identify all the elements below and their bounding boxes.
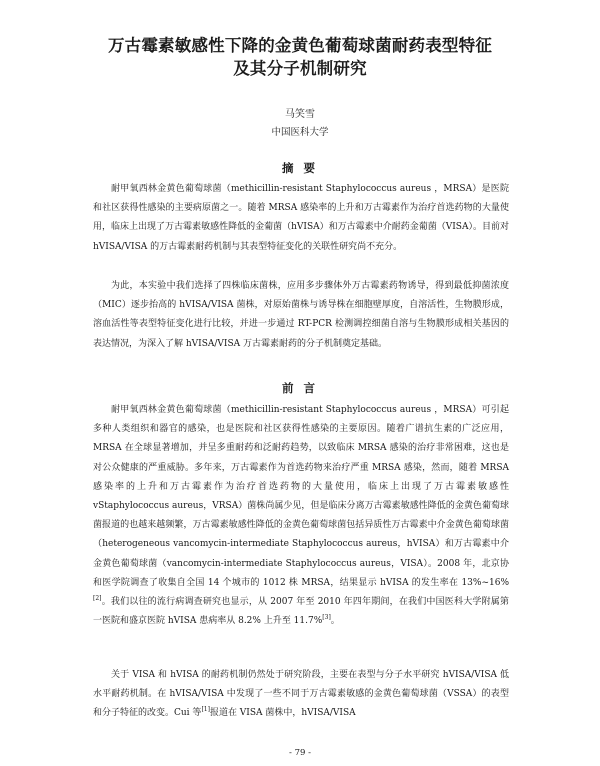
preface-paragraph-2 — [93, 666, 509, 724]
citation-3: [3] — [322, 614, 331, 622]
author-affiliation: 中国医科大学 — [271, 127, 329, 138]
abstract-paragraph-2: 为此，本实验中我们选择了四株临床菌株，应用多步骤体外万古霉素药物诱导，得到最低抑菌浓度（MIC）逐步抬高的 hVISA/VISA 菌株，对原始菌株与诱导株在细胞壁厚度，自溶活性，生物膜形成，溶血活性等表型特征变化进行比较，并进一步通过 RT-PCR 检测调控细菌自溶与生物膜形成相关基因的表达情况，为深入了解 hVISA/VISA 万古霉素耐药的分子机制奠定基础。 — [93, 281, 509, 349]
preface-heading: 前 言 — [281, 381, 318, 395]
preface-p1-text-a: 耐甲氧西林金黄色葡萄球菌（methicillin-resistant Staphylococcus aureus ，MRSA）可引起多种人类组织和器官的感染，也是医院和社区获得性感染的主要原因。随着广谱抗生素的广泛应用，MRSA 在全球显著增加，并呈多重耐药和泛耐药趋势，以致临床 MRSA 感染的治疗非常困难，这也是对公众健康的严重威胁。多年来，万古霉素作为首选药物来治疗严重 MRSA 感染，然而，随着 MRSA 感染率的上升和万古霉素作为治疗首选药物的大量使用，临床上出现了万古霉素敏感性 vStaphylococcus aureus，VRSA）菌株尚属少见，但是临床分离万古霉素敏感性降低的金黄色葡萄球菌报道的也越来越频繁，万古霉素敏感性降低的金黄色葡萄球菌包括异质性万古霉素中介金黄色葡萄球菌（heterogeneous vancomycin-intermediate Staphylococcus aureus，hVISA）和万古霉素中介金黄色葡萄球菌（vancomycin-intermediate Staphylococcus aureus，VISA）。2008 年，北京协和医学院调查了收集自全国 14 个城市的 1012 株 MRSA，结果显示 hVISA 的发生率在 13%~16% — [93, 405, 509, 588]
author-name: 马笑雪 — [285, 109, 315, 120]
preface-paragraph-1 — [93, 401, 509, 631]
citation-2: [2] — [93, 595, 102, 603]
preface-p2-text-b: 报道在 VISA 菌株中，hVISA/VISA — [209, 708, 356, 719]
preface-p2-text-a: 关于 VISA 和 hVISA 的耐药机制仍然处于研究阶段，主要在表型与分子水平研究 hVISA/VISA 低水平耐药机制。在 hVISA/VISA 中发现了一些不同于万古霉素敏感的金黄色葡萄球菌（VSSA）的表型和分子特征的改变。Cui 等 — [93, 670, 509, 719]
abstract-paragraph-1: 耐甲氧西林金黄色葡萄球菌（methicillin-resistant Staphylococcus aureus ，MRSA）是医院和社区获得性感染的主要病原菌之一。随着 MRSA 感染率的上升和万古霉素作为治疗首选药物的大量使用，临床上出现了万古霉素敏感性降低的金葡菌（hVISA）和万古霉素中介耐药金葡菌（VISA）。目前对 hVISA/VISA 的万古霉素耐药机制与其表型特征变化的关联性研究尚不充分。 — [93, 184, 509, 252]
abstract-heading: 摘 要 — [281, 161, 318, 175]
title-line-2: 及其分子机制研究 — [233, 59, 367, 78]
preface-p1-text-c: 。 — [330, 616, 340, 627]
title-line-1: 万古霉素敏感性下降的金黄色葡萄球菌耐药表型特征 — [107, 36, 493, 55]
citation-1: [1] — [201, 706, 210, 714]
preface-p1-text-b: 。我们以往的流行病调查研究也显示，从 2007 年至 2010 年四年期间，在我们中国医科大学附属第一医院和盛京医院 hVISA 患病率从 8.2% 上升至 11.7% — [93, 597, 509, 627]
paper-title — [90, 34, 510, 80]
page-number: - 79 - — [289, 748, 311, 758]
